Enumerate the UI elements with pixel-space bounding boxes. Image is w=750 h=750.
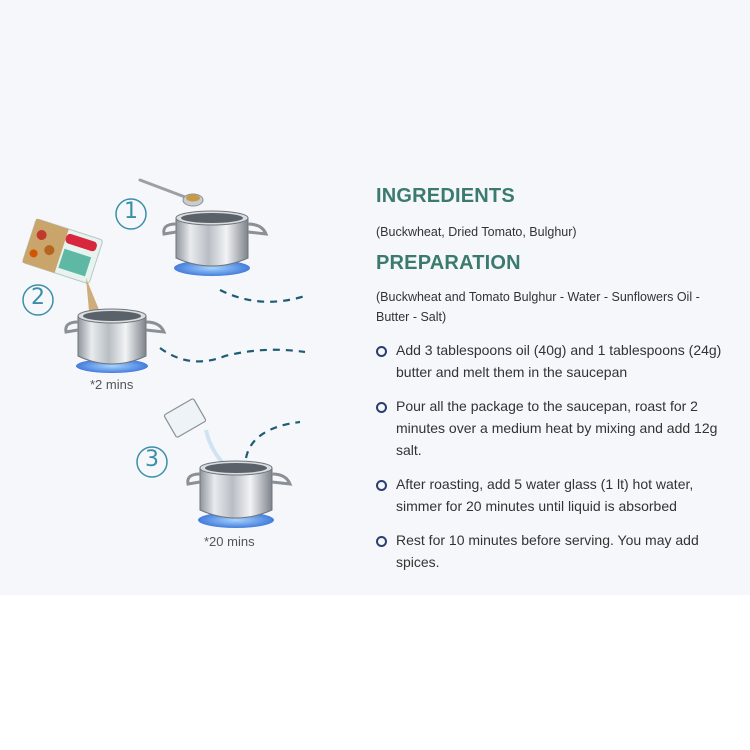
step-3-duration: *20 mins [204,534,255,549]
bullet-icon [376,402,387,413]
step-2-number: 2 [31,285,45,310]
step-2-duration: *2 mins [90,377,134,392]
preparation-step-text: Pour all the package to the saucepan, roast for 2 minutes over a medium heat by mixing and add 12g salt. [396,398,718,458]
step-2-dashed-path [160,348,305,361]
step-1-dashed-path [220,290,305,302]
step-2-pot [66,309,164,373]
preparation-steps [376,339,726,573]
recipe-text [376,185,726,585]
step-3-pot [188,461,290,528]
step-3-number: 3 [145,447,159,472]
step-1-number: 1 [124,199,138,224]
bullet-icon [376,536,387,547]
step-3-dashed-path [246,422,300,458]
preparation-step-text: After roasting, add 5 water glass (1 lt) hot water, simmer for 20 minutes until liquid is absorbed [396,476,694,514]
cooking-steps-drawing [0,150,360,570]
preparation-step-text: Add 3 tablespoons oil (40g) and 1 tablespoons (24g) butter and melt them in the saucepan [396,342,722,380]
ingredients-list: (Buckwheat, Dried Tomato, Bulghur) [376,225,577,239]
step-1-spoon [140,180,203,206]
preparation-heading: PREPARATION [376,252,521,274]
preparation-step [376,473,726,517]
step-1-pot [164,211,266,276]
bullet-icon [376,346,387,357]
ingredients-heading: INGREDIENTS [376,185,515,207]
step-3-water-glass [164,398,206,438]
bullet-icon [376,480,387,491]
cooking-illustration [0,150,360,570]
preparation-step [376,339,726,383]
step-2-package [22,219,103,284]
preparation-step [376,395,726,461]
step-3-water-stream [206,430,222,462]
preparation-step-text: Rest for 10 minutes before serving. You may add spices. [396,532,699,570]
preparation-step [376,529,726,573]
preparation-ingredients: (Buckwheat and Tomato Bulghur - Water - Sunflowers Oil - Butter - Salt) [376,290,700,324]
